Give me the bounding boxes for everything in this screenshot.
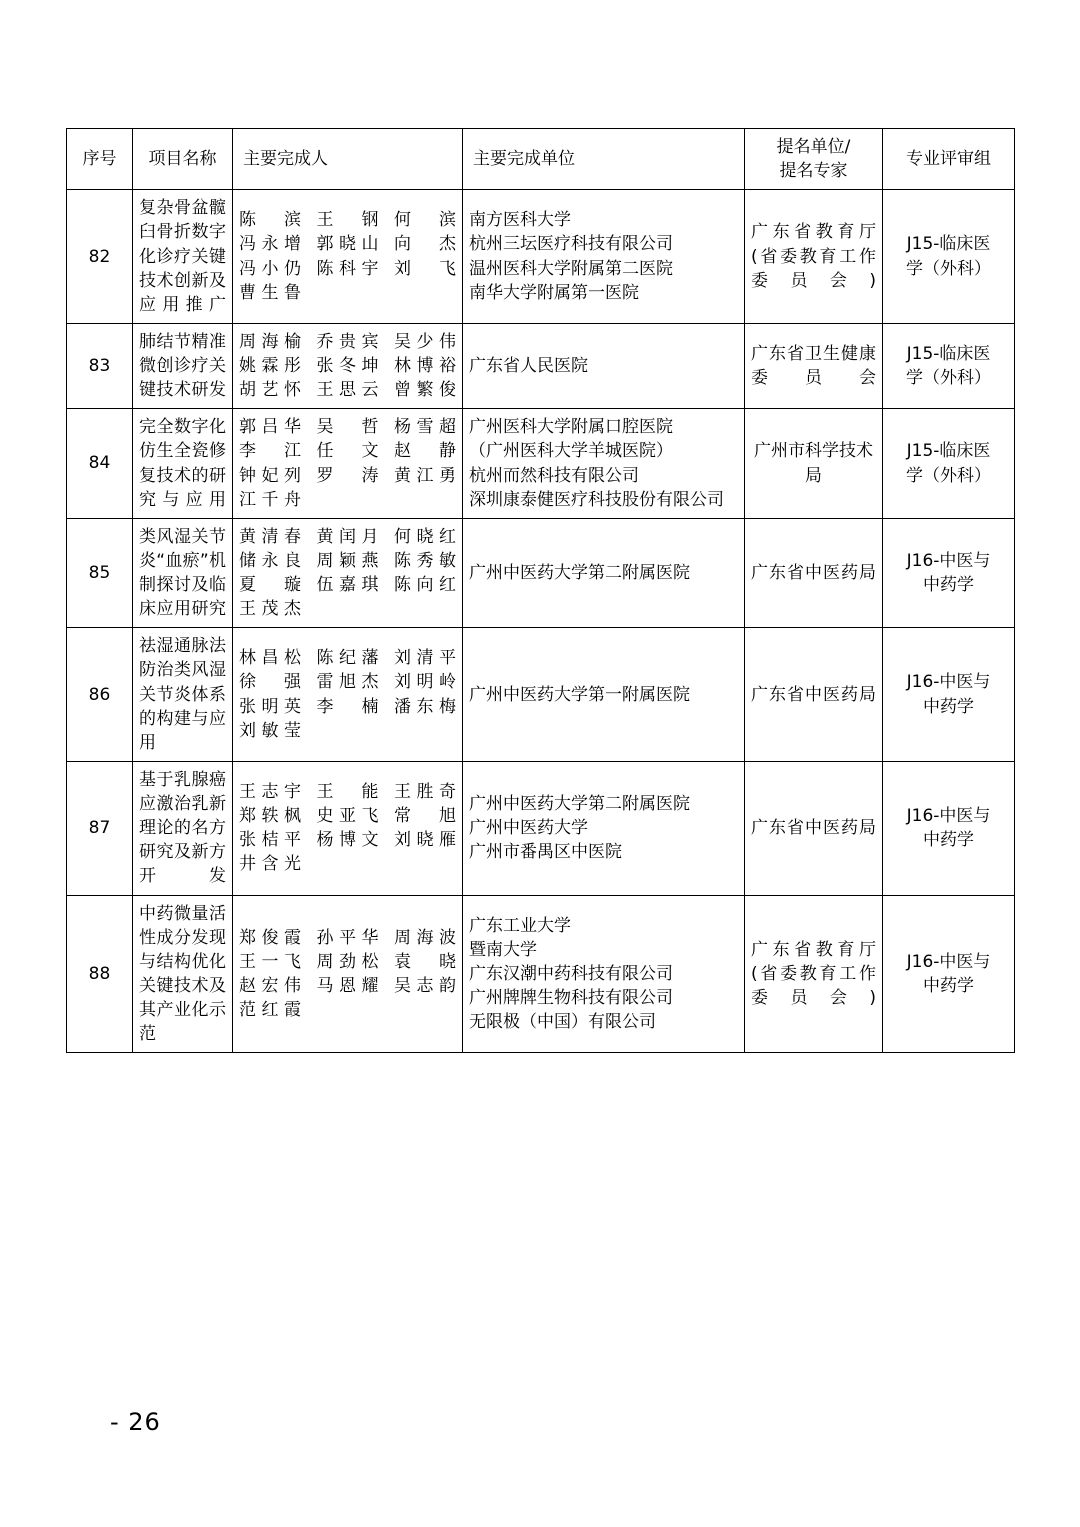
person: 曾繁俊 [394, 380, 456, 401]
cell-project-name: 完全数字化仿生全瓷修复技术的研究与应用 [133, 409, 233, 519]
cell-project-name: 肺结节精准微创诊疗关键技术研发 [133, 323, 233, 408]
person: 周海波 [394, 927, 456, 948]
cell-people [233, 518, 463, 628]
unit-line: 广州医科大学附属口腔医院 [469, 417, 673, 438]
person: 张桔平 [239, 830, 301, 851]
person: 陈向红 [394, 575, 456, 595]
cell-nominator: 广东省卫生健康委员会 [745, 323, 883, 408]
cell-people [233, 628, 463, 762]
person: 曹生鲁 [239, 282, 301, 303]
cell-units [463, 895, 745, 1053]
person: 李楠 [316, 696, 379, 717]
unit-line: 广州牌牌生物科技有限公司 [469, 987, 673, 1008]
person: 吴哲 [316, 417, 379, 438]
person: 王茂杰 [239, 599, 301, 620]
person: 伍嘉琪 [316, 575, 379, 595]
cell-people [233, 761, 463, 895]
cell-no: 88 [67, 895, 133, 1053]
person: 杨雪超 [394, 417, 456, 438]
table-row [67, 190, 1015, 324]
cell-project-name: 中药微量活性成分发现与结构优化关键技术及其产业化示范 [133, 895, 233, 1053]
column-header-project: 项目名称 [133, 129, 233, 190]
people-line [239, 354, 456, 378]
person: 井含光 [239, 854, 301, 875]
person: 何晓红 [394, 526, 456, 547]
group-line: J15-临床医 [906, 234, 991, 255]
column-header-nominator-line2: 提名专家 [779, 161, 848, 182]
person: 向杰 [394, 234, 456, 255]
table-row [67, 761, 1015, 895]
group-line: J15-临床医 [906, 343, 991, 364]
table-row [67, 323, 1015, 408]
person: 雷旭杰 [316, 672, 379, 693]
person: 何滨 [394, 210, 456, 231]
unit-line: 杭州三坛医疗科技有限公司 [469, 234, 673, 255]
cell-project-name: 基于乳腺癌应激治乳新理论的名方研究及新方开发 [133, 761, 233, 895]
person: 黄清春 [239, 526, 301, 547]
cell-nominator: 广东省教育厅(省委教育工作委员会) [745, 895, 883, 1053]
people-line [239, 488, 456, 512]
group-line: J16-中医与 [906, 550, 991, 571]
people-line [239, 464, 456, 488]
person: 李江 [239, 441, 301, 462]
person: 赵宏伟 [239, 975, 301, 996]
group-line: J16-中医与 [906, 951, 991, 972]
person: 钟妃列 [239, 465, 301, 486]
people-line [239, 828, 456, 852]
people-line [239, 670, 456, 694]
cell-no: 86 [67, 628, 133, 762]
person: 孙平华 [316, 927, 379, 948]
person: 周颖燕 [316, 550, 379, 571]
unit-line: （广州医科大学羊城医院） [469, 441, 673, 462]
people-line [239, 232, 456, 256]
cell-units [463, 190, 745, 324]
cell-group [883, 518, 1015, 628]
unit-line: 广东工业大学 [469, 915, 571, 936]
group-line: 中药学 [923, 696, 974, 717]
cell-people [233, 190, 463, 324]
person: 王钢 [316, 210, 379, 231]
person: 陈科宇 [316, 258, 379, 279]
person: 郭晓山 [316, 234, 379, 255]
cell-units [463, 518, 745, 628]
cell-no: 85 [67, 518, 133, 628]
cell-nominator: 广州市科学技术局 [745, 409, 883, 519]
unit-line: 广州市番禺区中医院 [469, 842, 622, 863]
cell-units [463, 323, 745, 408]
cell-group [883, 323, 1015, 408]
unit-line: 温州医科大学附属第二医院 [469, 258, 673, 279]
people-line [239, 257, 456, 281]
cell-no: 84 [67, 409, 133, 519]
person: 刘敏莹 [239, 720, 301, 741]
group-line: J16-中医与 [906, 806, 991, 827]
person: 郑俊霞 [239, 927, 301, 948]
unit-line: 广州中医药大学 [469, 818, 588, 839]
person: 任文 [316, 441, 379, 462]
people-line [239, 573, 456, 597]
group-line: 中药学 [923, 575, 974, 595]
person: 胡艺怀 [239, 380, 301, 401]
table-header-row [67, 129, 1015, 190]
person: 黄闰月 [316, 526, 379, 547]
person: 刘清平 [394, 648, 456, 669]
person: 罗涛 [316, 465, 379, 486]
person: 刘晓雁 [394, 830, 456, 851]
column-header-nominator [745, 129, 883, 190]
cell-group [883, 190, 1015, 324]
cell-group [883, 761, 1015, 895]
person: 刘飞 [394, 258, 456, 279]
person: 陈纪藩 [316, 648, 379, 669]
people-line [239, 695, 456, 719]
person: 乔贵宾 [316, 331, 379, 352]
person: 吴少伟 [394, 331, 456, 352]
cell-nominator: 广东省中医药局 [745, 628, 883, 762]
person: 杨博文 [316, 830, 379, 851]
people-line [239, 415, 456, 439]
page-number: - 26 [110, 1408, 161, 1436]
column-header-people: 主要完成人 [233, 129, 463, 190]
award-table-container [66, 128, 1014, 1053]
person: 林博裕 [394, 356, 456, 376]
cell-nominator: 广东省中医药局 [745, 761, 883, 895]
person: 郭吕华 [239, 417, 301, 438]
cell-group [883, 895, 1015, 1053]
person: 史亚飞 [316, 806, 379, 827]
person: 黄江勇 [394, 465, 456, 486]
cell-no: 82 [67, 190, 133, 324]
person: 陈滨 [239, 210, 301, 231]
group-line: J15-临床医 [906, 441, 991, 462]
person: 周海榆 [239, 331, 301, 352]
column-header-group: 专业评审组 [883, 129, 1015, 190]
cell-project-name: 复杂骨盆髋臼骨折数字化诊疗关键技术创新及应用推广 [133, 190, 233, 324]
award-table [66, 128, 1015, 1053]
unit-line: 杭州而然科技有限公司 [469, 465, 639, 486]
unit-line: 深圳康泰健医疗科技股份有限公司 [469, 489, 724, 510]
table-row [67, 409, 1015, 519]
people-line [239, 525, 456, 549]
people-line [239, 998, 456, 1022]
people-line [239, 378, 456, 402]
cell-nominator: 广东省教育厅(省委教育工作委员会) [745, 190, 883, 324]
people-line [239, 549, 456, 573]
cell-people [233, 323, 463, 408]
people-line [239, 926, 456, 950]
people-line [239, 719, 456, 743]
person: 赵静 [394, 441, 456, 462]
person: 王志宇 [239, 781, 301, 802]
cell-group [883, 409, 1015, 519]
people-line [239, 852, 456, 876]
unit-line: 广东汉潮中药科技有限公司 [469, 963, 673, 984]
group-line: 学（外科） [906, 258, 991, 279]
people-line [239, 780, 456, 804]
column-header-no: 序号 [67, 129, 133, 190]
person: 周劲松 [316, 951, 379, 972]
person: 姚霖彤 [239, 356, 301, 376]
people-line [239, 330, 456, 354]
group-line: 中药学 [923, 830, 974, 851]
person: 马恩耀 [316, 975, 379, 996]
person: 林昌松 [239, 648, 301, 669]
person: 郑轶枫 [239, 806, 301, 827]
people-line [239, 281, 456, 305]
cell-no: 87 [67, 761, 133, 895]
person: 徐强 [239, 672, 301, 693]
unit-line: 广东省人民医院 [469, 356, 588, 376]
cell-project-name: 类风湿关节炎“血瘀”机制探讨及临床应用研究 [133, 518, 233, 628]
people-line [239, 439, 456, 463]
table-row [67, 518, 1015, 628]
person: 刘明岭 [394, 672, 456, 693]
person: 吴志韵 [394, 975, 456, 996]
unit-line: 广州中医药大学第二附属医院 [469, 794, 690, 814]
person: 张冬坤 [316, 356, 379, 376]
table-row [67, 628, 1015, 762]
person: 王一飞 [239, 951, 301, 972]
person: 储永良 [239, 550, 301, 571]
table-row [67, 895, 1015, 1053]
group-line: 学（外科） [906, 368, 991, 389]
unit-line: 南方医科大学 [469, 210, 571, 231]
person: 江千舟 [239, 489, 301, 510]
unit-line: 广州中医药大学第二附属医院 [469, 562, 690, 583]
cell-group [883, 628, 1015, 762]
table-header [67, 129, 1015, 190]
person: 王胜奇 [394, 781, 456, 802]
group-line: 中药学 [923, 975, 974, 996]
group-line: 学（外科） [906, 465, 991, 486]
person: 常旭 [394, 806, 456, 827]
person: 范红霞 [239, 1000, 301, 1020]
unit-line: 广州中医药大学第一附属医院 [469, 684, 690, 705]
people-line [239, 804, 456, 828]
cell-project-name: 祛湿通脉法防治类风湿关节炎体系的构建与应用 [133, 628, 233, 762]
person: 王思云 [316, 380, 379, 401]
column-header-units: 主要完成单位 [463, 129, 745, 190]
unit-line: 南华大学附属第一医院 [469, 282, 639, 303]
cell-people [233, 409, 463, 519]
person: 冯小仍 [239, 258, 301, 279]
person: 袁晓 [394, 951, 456, 972]
person: 王能 [316, 781, 379, 802]
unit-line: 无限极（中国）有限公司 [469, 1012, 656, 1033]
table-body [67, 190, 1015, 1053]
person: 张明英 [239, 696, 301, 717]
person: 陈秀敏 [394, 550, 456, 571]
cell-units [463, 761, 745, 895]
column-header-nominator-line1: 提名单位/ [776, 137, 851, 157]
people-line [239, 646, 456, 670]
person: 夏璇 [239, 575, 301, 595]
cell-units [463, 409, 745, 519]
people-line [239, 974, 456, 998]
person: 冯永增 [239, 234, 301, 255]
people-line [239, 950, 456, 974]
people-line [239, 597, 456, 621]
unit-line: 暨南大学 [469, 939, 537, 960]
cell-nominator: 广东省中医药局 [745, 518, 883, 628]
group-line: J16-中医与 [906, 672, 991, 693]
cell-units [463, 628, 745, 762]
person: 潘东梅 [394, 696, 456, 717]
cell-people [233, 895, 463, 1053]
people-line [239, 208, 456, 232]
cell-no: 83 [67, 323, 133, 408]
